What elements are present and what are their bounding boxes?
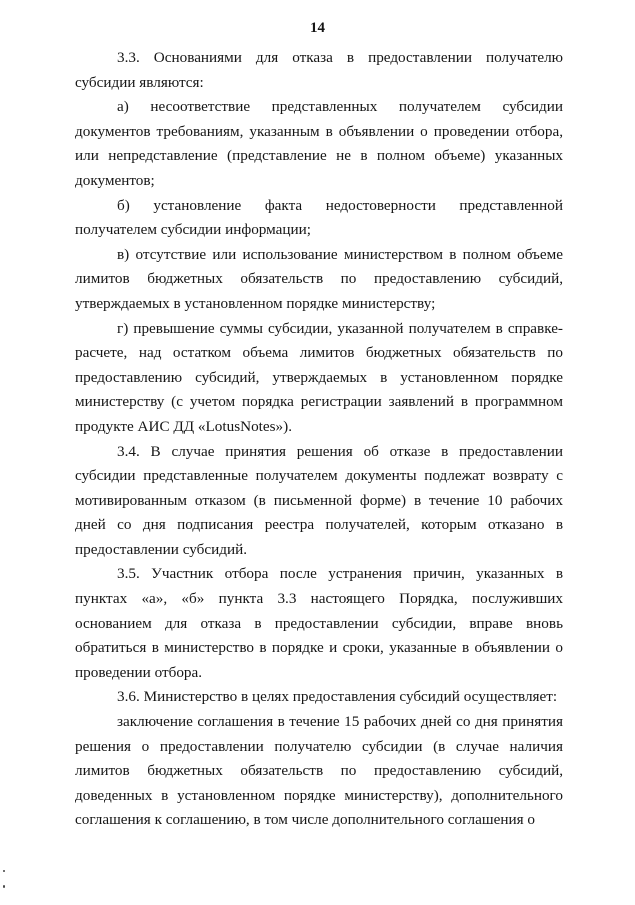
paragraph-3-3-g: г) превышение суммы субсидии, указанной получателем в справке-расчете, над остатком объема лимитов бюджетных обязательств по предоставлению субсидий, утверждаемых в установленном порядке министерству (с учетом порядка регистрации заявлений в программном продукте АИС ДД «LotusNotes»). (75, 319, 563, 435)
scan-speck (3, 870, 5, 872)
paragraph-3-4: 3.4. В случае принятия решения об отказе в предоставлении субсидии представленные получателем документы подлежат возврату с мотивированным отказом (в письменной форме) в течение 10 рабочих дней со дня подписания реестра получателей, которым отказано в предоставлении субсидий. (75, 442, 563, 558)
paragraph-3-3-a: а) несоответствие представленных получателем субсидии документов требованиям, указанным в объявлении о проведении отбора, или непредставление (представление не в полном объеме) указанных документов; (75, 98, 563, 189)
paragraph-3-6: 3.6. Министерство в целях предоставления субсидий осуществляет: (117, 688, 558, 706)
paragraph-3-3-b: б) установление факта недостоверности представленной получателем субсидии информации; (75, 196, 563, 239)
scan-speck (3, 885, 5, 888)
paragraph-3-6-item: заключение соглашения в течение 15 рабочих дней со дня принятия решения о предоставлении получателю субсидии (в случае наличия лимитов бюджетных обязательств по предоставлению субсидий, доведенных в установленном порядке министерству), дополнительного соглашения к соглашению, в том числе дополнительного соглашения о (75, 713, 563, 829)
page-number: 14 (310, 20, 325, 36)
document-body (75, 46, 563, 833)
paragraph-3-3-v: в) отсутствие или использование министерством в полном объеме лимитов бюджетных обязательств по предоставлению субсидий, утверждаемых в установленном порядке министерству; (75, 245, 563, 312)
paragraph-3-5: 3.5. Участник отбора после устранения причин, указанных в пунктах «а», «б» пункта 3.3 настоящего Порядка, послуживших основанием для отказа в предоставлении субсидии, вправе вновь обратиться в министерство в порядке и сроки, указанные в объявлении о проведении отбора. (75, 565, 563, 681)
paragraph-3-3: 3.3. Основаниями для отказа в предоставлении получателю субсидии являются: (75, 49, 563, 91)
